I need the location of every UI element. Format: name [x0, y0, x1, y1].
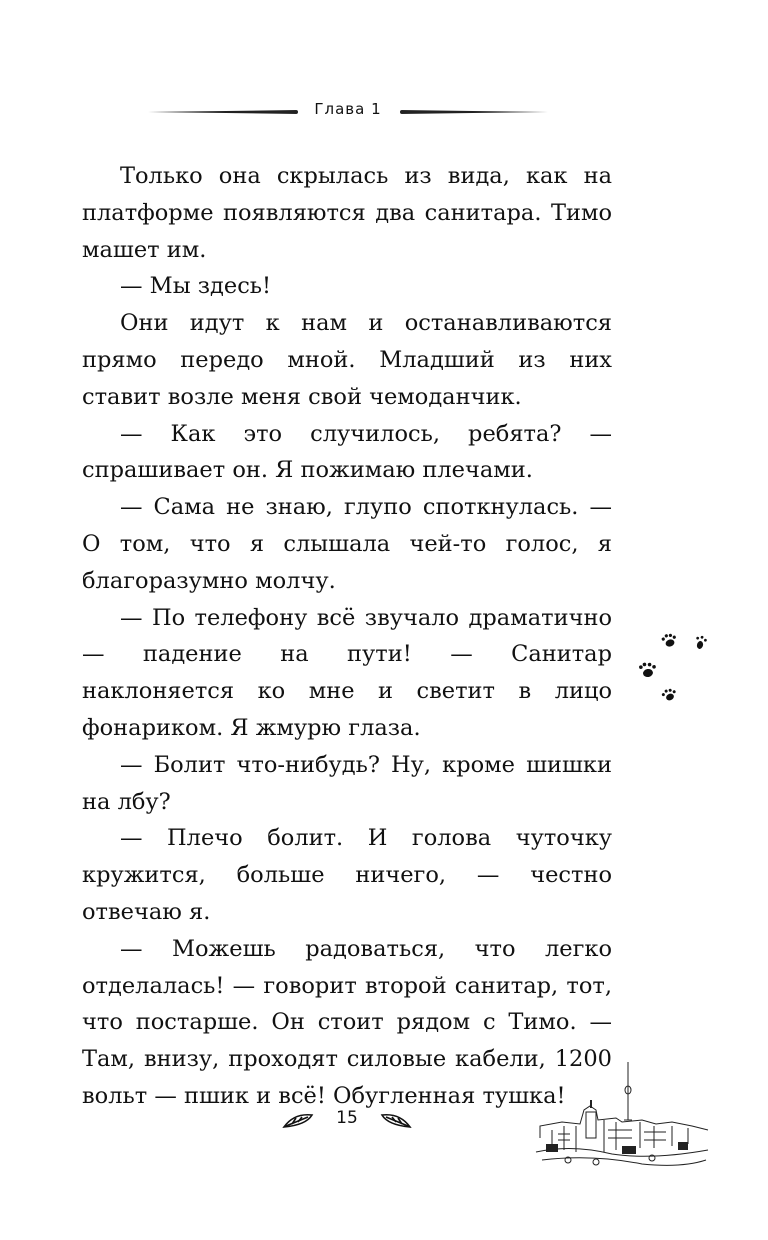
page-footer: [282, 1106, 412, 1136]
paragraph: — Как это случилось, ребята? — спрашивает он. Я пожимаю плечами.: [82, 420, 612, 484]
city-skyline-icon: [532, 1060, 712, 1170]
paragraph: — Плечо болит. И голова чуточку кружится, больше ничего, — честно отвечаю я.: [82, 825, 612, 925]
paragraph: — Можешь радоваться, что легко отделалась! — говорит второй санитар, тот, что постарше. Он стоит рядом с Тимо. — Там, внизу, проходят силовые кабели, 1200 вольт — пшик и всё! Обугленная тушка!: [82, 935, 612, 1109]
leaf-ornament-icon: [378, 1111, 412, 1131]
chapter-title: Глава 1: [314, 100, 382, 118]
paragraph: — Мы здесь!: [120, 273, 272, 300]
body-text: [82, 158, 612, 1115]
paragraph: — Болит что-нибудь? Ну, кроме шишки на лбу?: [82, 751, 612, 815]
paragraph: — Сама не знаю, глупо споткнулась. — О том, что я слышала чей-то голос, я благоразумно молчу.: [82, 494, 612, 594]
paragraph: Только она скрылась из вида, как на платформе появляются два санитара. Тимо машет им.: [82, 163, 612, 263]
paw-prints-icon: [630, 625, 720, 710]
page-number: 15: [336, 1108, 358, 1128]
running-header: [148, 97, 548, 129]
paragraph: — По телефону всё звучало драматично — падение на пути! — Санитар наклоняется ко мне и светит в лицо фонариком. Я жмурю глаза.: [82, 604, 612, 741]
paragraph: Они идут к нам и останавливаются прямо передо мной. Младший из них ставит возле меня свой чемоданчик.: [82, 310, 612, 410]
